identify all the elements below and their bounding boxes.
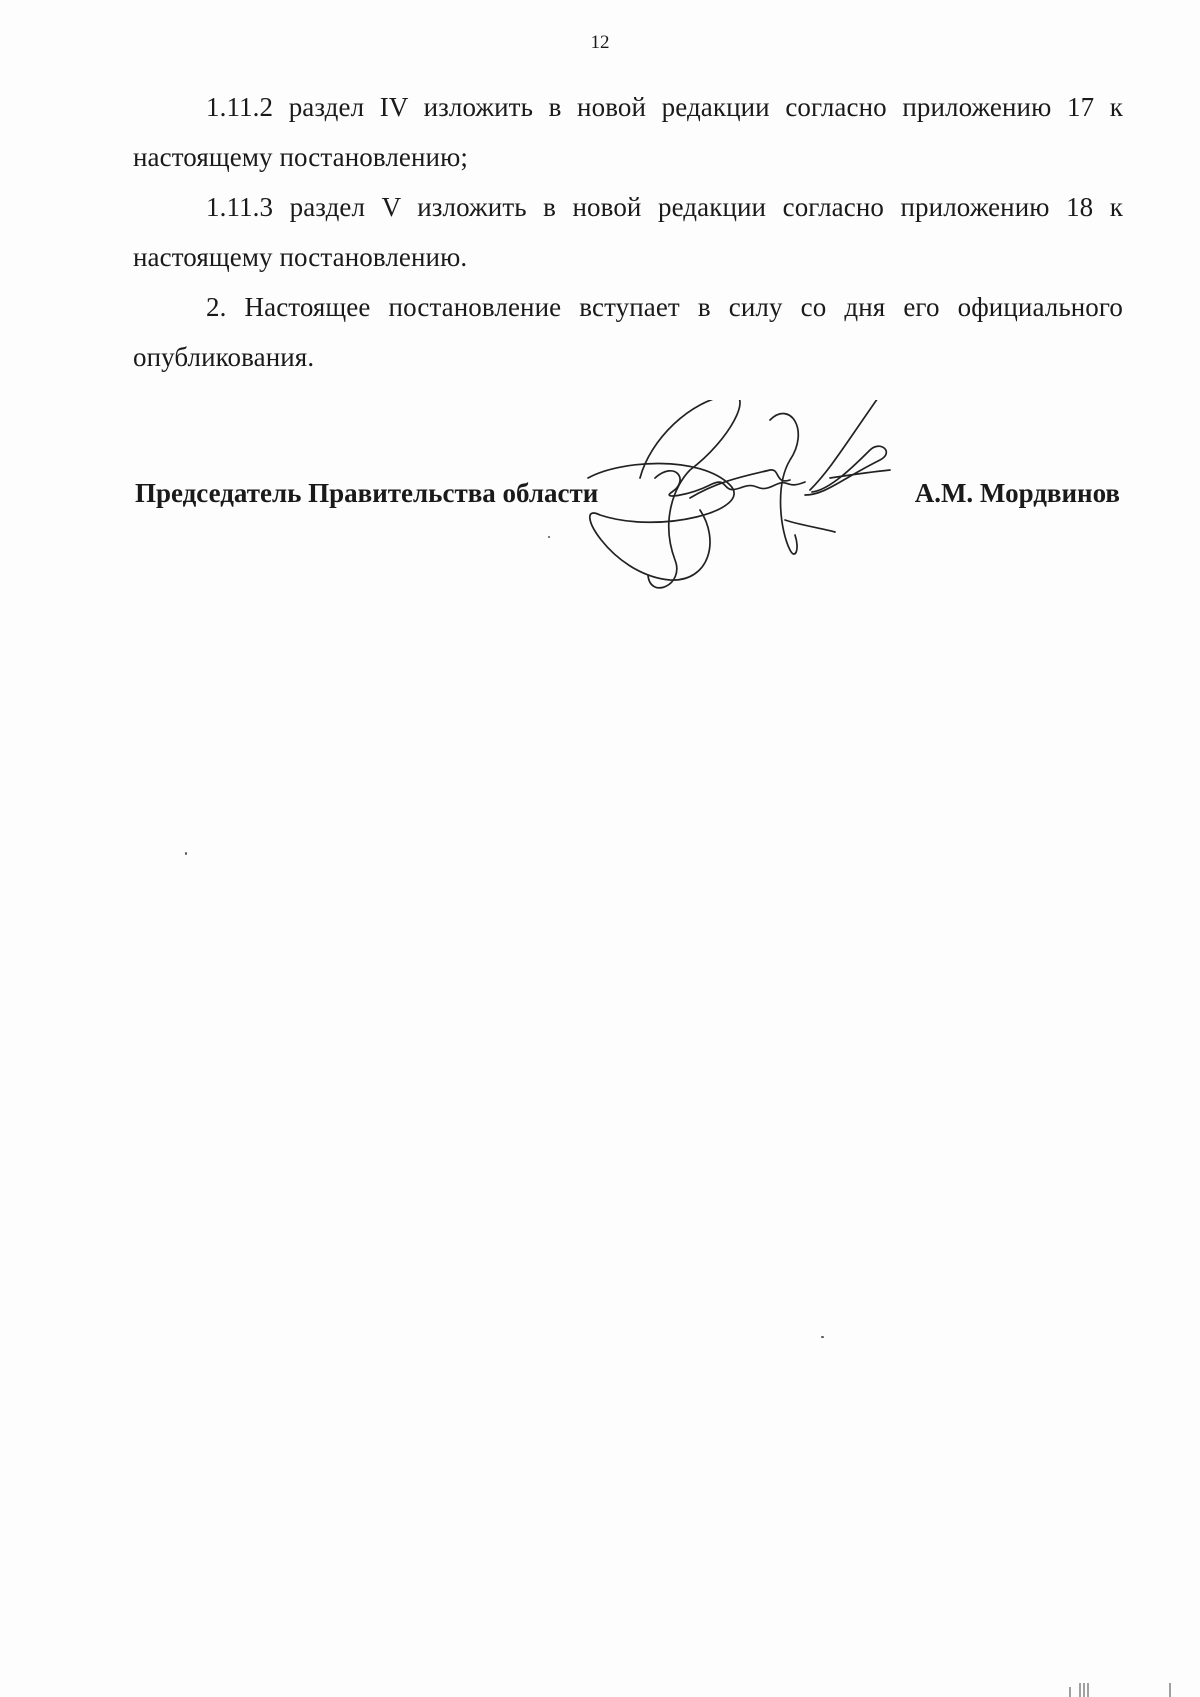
scan-speck	[185, 852, 187, 855]
scan-speck	[821, 1336, 824, 1338]
paragraph-text: 2. Настоящее постановление вступает в силу со дня его официального опубликования.	[133, 292, 1123, 372]
paragraph-2	[133, 282, 1123, 382]
paragraph-text: 1.11.3 раздел V изложить в новой редакции согласно приложению 18 к настоящему постановлению.	[133, 192, 1123, 272]
signatory-title: Председатель Правительства области	[135, 478, 599, 508]
paragraph-1-11-2	[133, 82, 1123, 182]
scan-edge-marks	[1000, 1677, 1200, 1697]
page-number: 12	[590, 32, 610, 53]
paragraph-text: 1.11.2 раздел IV изложить в новой редакции согласно приложению 17 к настоящему постановлению;	[133, 92, 1123, 172]
handwritten-signature	[580, 400, 940, 610]
paragraph-1-11-3	[133, 182, 1123, 282]
signatory-name: А.М. Мордвинов	[914, 478, 1120, 508]
scan-speck	[548, 536, 550, 538]
